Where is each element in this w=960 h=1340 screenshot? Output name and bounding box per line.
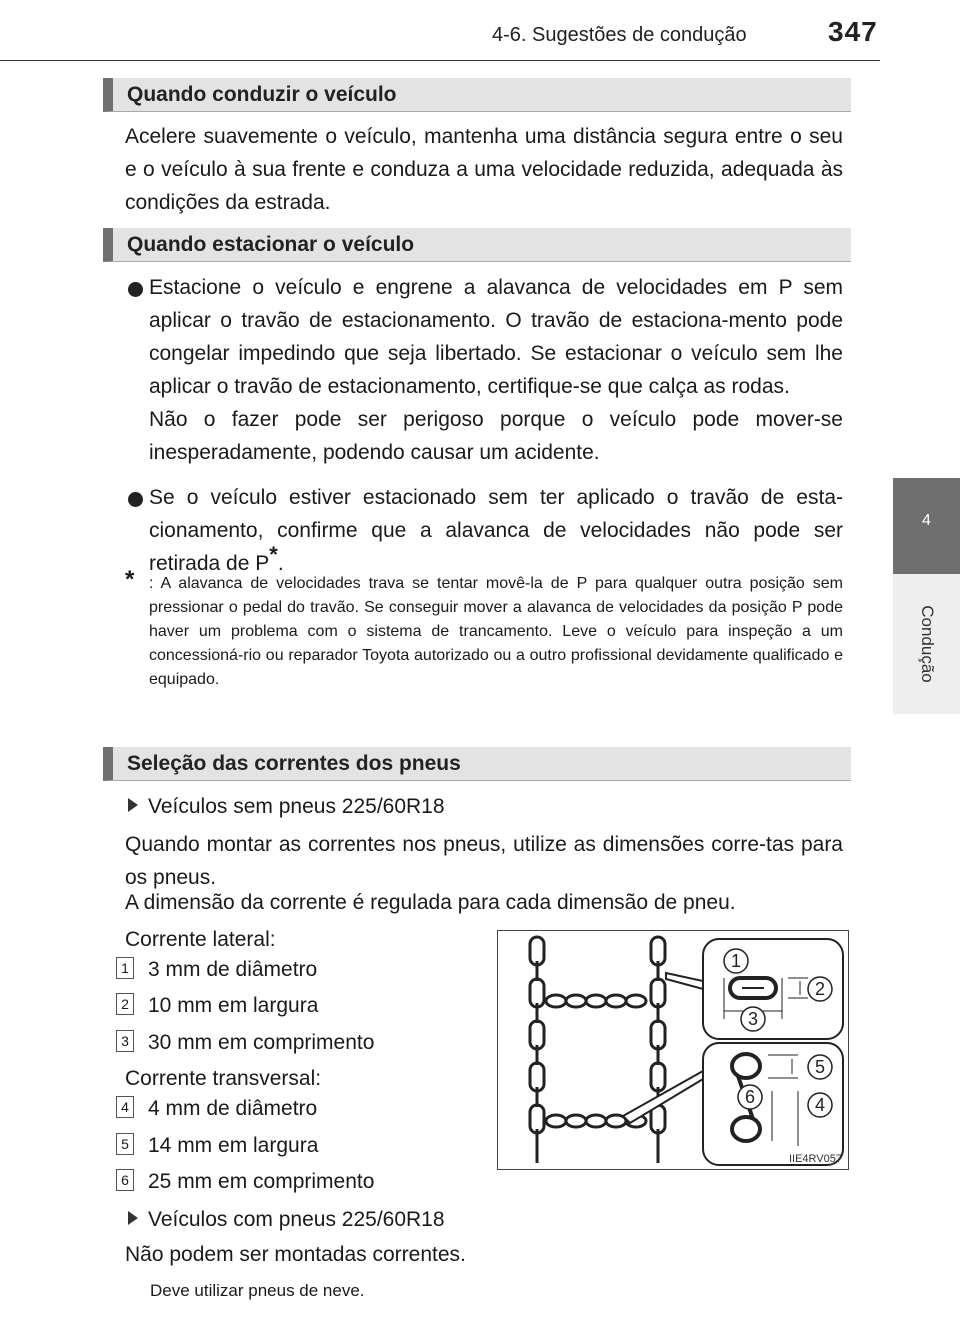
footnote-marker: * — [269, 542, 278, 567]
cross-chain-label: Corrente transversal: — [125, 1067, 322, 1090]
chain-links-left — [530, 937, 544, 1163]
bullet-dot-icon — [128, 282, 143, 297]
chapter-tab — [893, 478, 960, 574]
callout-label: 2 — [814, 979, 826, 999]
driving-paragraph: Acelere suavemente o veículo, mantenha uma distância segura entre o seu e o veículo à sua frente e conduza a uma velocidade reduzida, adequada às condições da estrada. — [125, 125, 843, 214]
chapter-number: 4 — [922, 512, 931, 529]
parking-bullet-2 — [125, 481, 843, 580]
parking-bullet-1 — [125, 271, 843, 469]
callout-label: 5 — [814, 1057, 826, 1077]
chains-paragraph-1: Quando montar as correntes nos pneus, utilize as dimensões corre-tas para os pneus. — [125, 833, 843, 889]
callout-label: 4 — [814, 1095, 826, 1115]
footnote-text: : A alavanca de velocidades trava se tentar movê-la de P para qualquer outra posição sem pressionar o pedal do travão. Se conseguir mover a alavanca de velocidades da posição P pode haver um problema com o sistema de trancamento. Leve o veículo para inspeção a um concessioná-rio ou reparador Toyota autorizado ou a outro profissional devidamente qualificado e equipado. — [149, 575, 843, 688]
vehicle-type-1: Veículos sem pneus 225/60R18 — [128, 792, 445, 822]
header-rule — [0, 60, 880, 61]
bullet-text: Se o veículo estiver estacionado sem ter aplicado o travão de esta-cionamento, confirme que a alavanca de velocidades não pode ser retirada de P — [149, 486, 843, 575]
arrow-right-icon — [128, 798, 138, 812]
chains-paragraph-3: Não podem ser montadas correntes. — [125, 1243, 466, 1266]
callout-label: 6 — [744, 1087, 756, 1107]
number-badge: 3 — [116, 1030, 134, 1052]
bullet-dot-icon — [128, 492, 143, 507]
number-badge: 2 — [116, 993, 134, 1015]
header-title: 4-6. Sugestões de condução — [492, 24, 747, 46]
number-badge: 6 — [116, 1169, 134, 1191]
chain-links-right — [651, 937, 665, 1163]
page-number: 347 — [828, 16, 878, 47]
section-header-driving — [103, 78, 851, 112]
bullet-text: Estacione o veículo e engrene a alavanca de velocidades em P sem aplicar o travão de estacionamento. O travão de estaciona-mento pode congelar impedindo que seja libertado. Se estacionar o veículo sem lhe aplicar o travão de estacionamento, certifique-se que calça as rodas. — [149, 276, 843, 398]
number-badge: 4 — [116, 1096, 134, 1118]
section-title: Quando conduzir o veículo — [127, 83, 397, 106]
bullet-text: Não o fazer pode ser perigoso porque o veículo pode mover-se inesperadamente, podendo causar um acidente. — [149, 408, 843, 464]
spec-item: 3 30 mm em comprimento — [116, 1028, 374, 1058]
footnote-mark: * — [125, 566, 135, 593]
figure-code: IIE4RV057 — [788, 1153, 842, 1165]
chapter-label: Condução — [917, 605, 937, 683]
chapter-label-tab — [893, 574, 960, 714]
section-title: Seleção das correntes dos pneus — [127, 752, 461, 775]
callout-label: 3 — [747, 1009, 759, 1029]
number-badge: 5 — [116, 1133, 134, 1155]
vehicle-type-2: Veículos com pneus 225/60R18 — [128, 1205, 445, 1235]
spec-item: 2 10 mm em largura — [116, 991, 318, 1021]
chains-note: Deve utilizar pneus de neve. — [150, 1281, 365, 1300]
spec-item: 1 3 mm de diâmetro — [116, 955, 317, 985]
bullet-end: . — [277, 552, 284, 575]
chains-paragraph-2: A dimensão da corrente é regulada para cada dimensão de pneu. — [125, 891, 736, 914]
spec-item: 4 4 mm de diâmetro — [116, 1094, 317, 1124]
callout-label: 1 — [730, 951, 742, 971]
side-chain-label: Corrente lateral: — [125, 928, 276, 951]
arrow-right-icon — [128, 1211, 138, 1225]
tire-chain-illustration — [498, 931, 848, 1169]
section-header-chains — [103, 747, 851, 781]
footnote — [125, 566, 843, 692]
spec-item: 6 25 mm em comprimento — [116, 1167, 374, 1197]
section-header-parking — [103, 228, 851, 262]
section-title: Quando estacionar o veículo — [127, 233, 415, 256]
spec-item: 5 14 mm em largura — [116, 1131, 318, 1161]
number-badge: 1 — [116, 957, 134, 979]
tire-chain-figure — [497, 930, 849, 1170]
cross-chain-top — [546, 995, 646, 1007]
